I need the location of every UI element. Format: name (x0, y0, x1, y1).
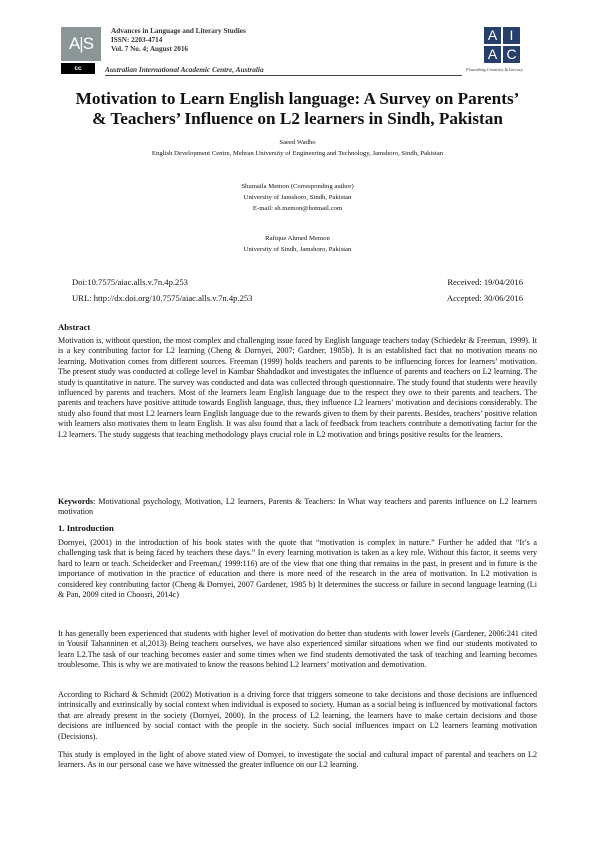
header-divider (105, 75, 462, 76)
title-line: Motivation to Learn English language: A Survey on Parents’ (75, 89, 520, 108)
intro-paragraph: According to Richard & Schmidt (2002) Motivation is a driving force that triggers someone to take decisions and those decisions are influenced intrinsically and extrinsically by social context when individual is exposed to society. Human as a social being is influenced by motivational factors that are already present in the society (Dornyei, 2000). In the process of L2 learning, the learners have to make certain decisions and those decisions are influenced by social contact with the people in the society. Such social influences impact on L2 learners learning motivation (Decisions). (58, 690, 537, 741)
intro-paragraph: It has generally been experienced that students with higher level of motivation do better than students with lower levels (Gardener, 2006:241 cited in Yousif Tahanninen et al,2013) Being teachers ourselves, we have also experienced similar situations when we find our students motivated to learn L2.The task of our teaching becomes easier and some times when we find students demotivated the task of teaching and learning becomes troublesome. This is why we are motivated to know the reasons behind L2 learners’ motivation and demotivation. (58, 629, 537, 670)
intro-paragraph: Dornyei, (2001) in the introduction of his book states with the quote that “motivation is complex in nature.” Further he added that “It’s a challenging task that is being faced by teachers these days.” In every learning motivation is taken as a key role. Without this factor, it seems very hard to learn or teach. Scheidecker and Freeman,( 1999:116) are of the view that one thing that remains in the past, in present and in future is the importance of motivation in the practice of education and there is more need of the research in the area of motivation. In L2 motivation is considered key contributing factor (Cheng & Dornyei, 2007 Gardener, 1985 b) It determines the success or failure in second language learning (Li & Pan, 2009 cited in Choosri, 2014c) (58, 538, 537, 600)
cc-license-badge: cc (61, 63, 95, 74)
author-block (60, 181, 535, 214)
journal-logo: A|S (61, 27, 101, 61)
intro-paragraph: This study is employed in the light of above stated view of Dornyei, to investigate the social and cultural impact of parental and teachers on L2 learners. As in our personal case we have witnessed the greater influence on our L2 learning. (58, 750, 537, 770)
author-email[interactable]: E-mail: sh.memon@hotmail.com (252, 205, 343, 212)
aiac-letter: C (503, 46, 520, 63)
journal-meta (111, 27, 246, 54)
intro-heading: 1. Introduction (58, 523, 114, 533)
title-line: & Teachers’ Influence on L2 learners in Sindh, Pakistan (92, 109, 503, 128)
aiac-logo (484, 27, 520, 63)
author-block (60, 233, 535, 255)
received-date: Received: 19/04/2016 (447, 277, 523, 287)
journal-issn: ISSN: 2203-4714 (111, 36, 163, 44)
publisher-name: Australian International Academic Centre, Australia (105, 65, 264, 74)
abstract-heading: Abstract (58, 322, 91, 332)
author-affiliation: English Development Centre, Mehran University of Engineering and Technology, Jamshoro, Sindh, Pakistan (151, 150, 444, 157)
journal-volume: Vol. 7 No. 4; August 2016 (111, 45, 189, 53)
aiac-letter: I (503, 27, 520, 44)
paper-title (40, 89, 555, 129)
author-name: Shumaila Memon (Corresponding author) (241, 183, 354, 190)
accepted-date: Accepted: 30/06/2016 (446, 293, 523, 303)
doi-row (72, 276, 523, 288)
url-row (72, 292, 523, 304)
aiac-letter: A (484, 46, 501, 63)
url-link[interactable]: URL: http://dx.doi.org/10.7575/aiac.alls.v.7n.4p.253 (72, 293, 253, 303)
keywords-label: Keywords (58, 497, 94, 506)
keywords (58, 497, 537, 518)
abstract-text: Motivation is, without question, the most complex and challenging issue faced by English language teachers today (Schiedekr & Freeman, 1999). It is a key contributing factor for L2 learning (Cheng & Dornyei, 2007; Gardner, 1985b). It is an established fact that no motivation means no learning. Motivation comes from different sources. Freeman (1999) holds teachers and parents to be influencing forces for learners’ motivation. The present study was conducted at college level in Kambar Shahdadkot and investigates the influence of parents and teachers on L2 learning. The study is quantitative in nature. The survey was conducted and data was collected through questionnaire. The study found that students were heavily influenced by parents and teachers. Most of the learners learn English language due to the respect they owe to their parents and teachers. The parents and teachers have positive attitude towards English language, thus, they influence L2 learners’ motivation and decisions considerably. The study also found that most L2 learners learn English language due to the rewards given to them by their parents. Besides, teachers’ positive relation with learners also motivates them to learn English. It was also found that a lack of feedback from teachers contribute a demotivating factor for the L2 learners. The study suggests that teaching methodology plays crucial role in L2 motivation and brings positive results for the learners. (58, 336, 537, 439)
keywords-text: : Motivational psychology, Motivation, L2 learners, Parents & Teachers: In What way teachers and parents influence on L2 learners motivation (58, 497, 537, 517)
aiac-tagline: Flourishing Creativity & Literacy (466, 67, 523, 72)
aiac-letter: A (484, 27, 501, 44)
author-name: Saeed Wadho (279, 139, 316, 146)
author-block (60, 137, 535, 159)
journal-name: Advances in Language and Literary Studies (111, 27, 246, 35)
author-name: Rafique Ahmed Memon (265, 235, 330, 242)
doi-text[interactable]: Doi:10.7575/aiac.alls.v.7n.4p.253 (72, 277, 188, 287)
author-affiliation: University of Sindh, Jamshoro, Pakistan (243, 246, 352, 253)
author-affiliation: University of Jamshoro, Sindh, Pakistan (243, 194, 352, 201)
